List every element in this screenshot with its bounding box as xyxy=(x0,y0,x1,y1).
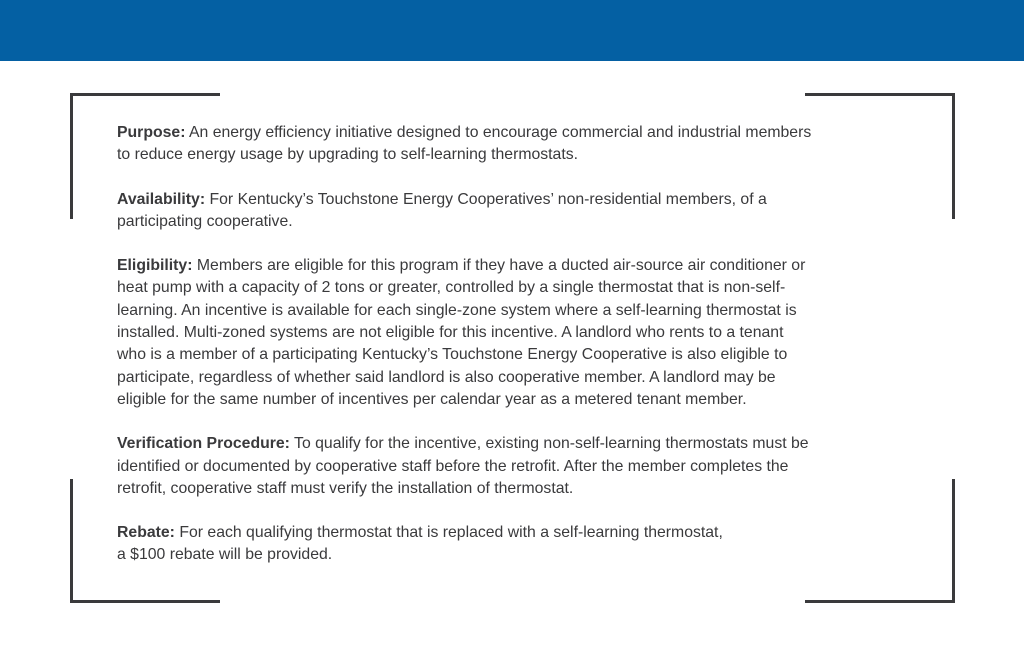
verification-line-1 xyxy=(117,433,897,455)
purpose-line-1 xyxy=(117,122,897,144)
availability-line-1 xyxy=(117,189,897,211)
rebate-text: For each qualifying thermostat that is replaced with a self-learning thermostat, xyxy=(174,524,723,542)
eligibility-text: Members are eligible for this program if they have a ducted air-source air conditioner or xyxy=(192,257,806,275)
verification-line-2: identified or documented by cooperative staff before the retrofit. After the member completes the xyxy=(117,457,789,475)
availability-term: Availability: xyxy=(117,190,206,208)
eligibility-term: Eligibility: xyxy=(117,257,193,275)
eligibility-line-5: who is a member of a participating Kentucky’s Touchstone Energy Cooperative is also eligible to xyxy=(117,346,788,364)
eligibility-section xyxy=(117,255,897,411)
eligibility-line-4: installed. Multi-zoned systems are not eligible for this incentive. A landlord who rents to a tenant xyxy=(117,324,784,342)
verification-line-3: retrofit, cooperative staff must verify the installation of thermostat. xyxy=(117,479,574,497)
rebate-section xyxy=(117,522,897,567)
eligibility-line-6: participate, regardless of whether said landlord is also cooperative member. A landlord may be xyxy=(117,368,776,386)
eligibility-line-2: heat pump with a capacity of 2 tons or greater, controlled by a single thermostat that is non-self- xyxy=(117,279,786,297)
eligibility-line-3: learning. An incentive is available for each single-zone system where a self-learning thermostat is xyxy=(117,301,797,319)
purpose-text: An energy efficiency initiative designed to encourage commercial and industrial members xyxy=(185,124,812,141)
verification-section xyxy=(117,433,897,500)
program-details xyxy=(117,122,897,589)
purpose-line-2: to reduce energy usage by upgrading to self-learning thermostats. xyxy=(117,146,579,164)
availability-text: For Kentucky’s Touchstone Energy Cooperatives’ non-residential members, of a xyxy=(205,190,767,208)
availability-section xyxy=(117,189,897,234)
availability-line-2: participating cooperative. xyxy=(117,212,293,230)
eligibility-line-1 xyxy=(117,255,897,277)
rebate-line-1 xyxy=(117,522,897,544)
verification-text: To qualify for the incentive, existing non-self-learning thermostats must be xyxy=(289,435,809,453)
purpose-term: Purpose: xyxy=(117,124,186,141)
eligibility-line-7: eligible for the same number of incentives per calendar year as a metered tenant member. xyxy=(117,390,747,408)
rebate-line-2: a $100 rebate will be provided. xyxy=(117,546,333,564)
verification-term: Verification Procedure: xyxy=(117,435,290,453)
top-banner xyxy=(0,0,1024,61)
rebate-term: Rebate: xyxy=(117,524,175,542)
purpose-section xyxy=(117,122,897,167)
